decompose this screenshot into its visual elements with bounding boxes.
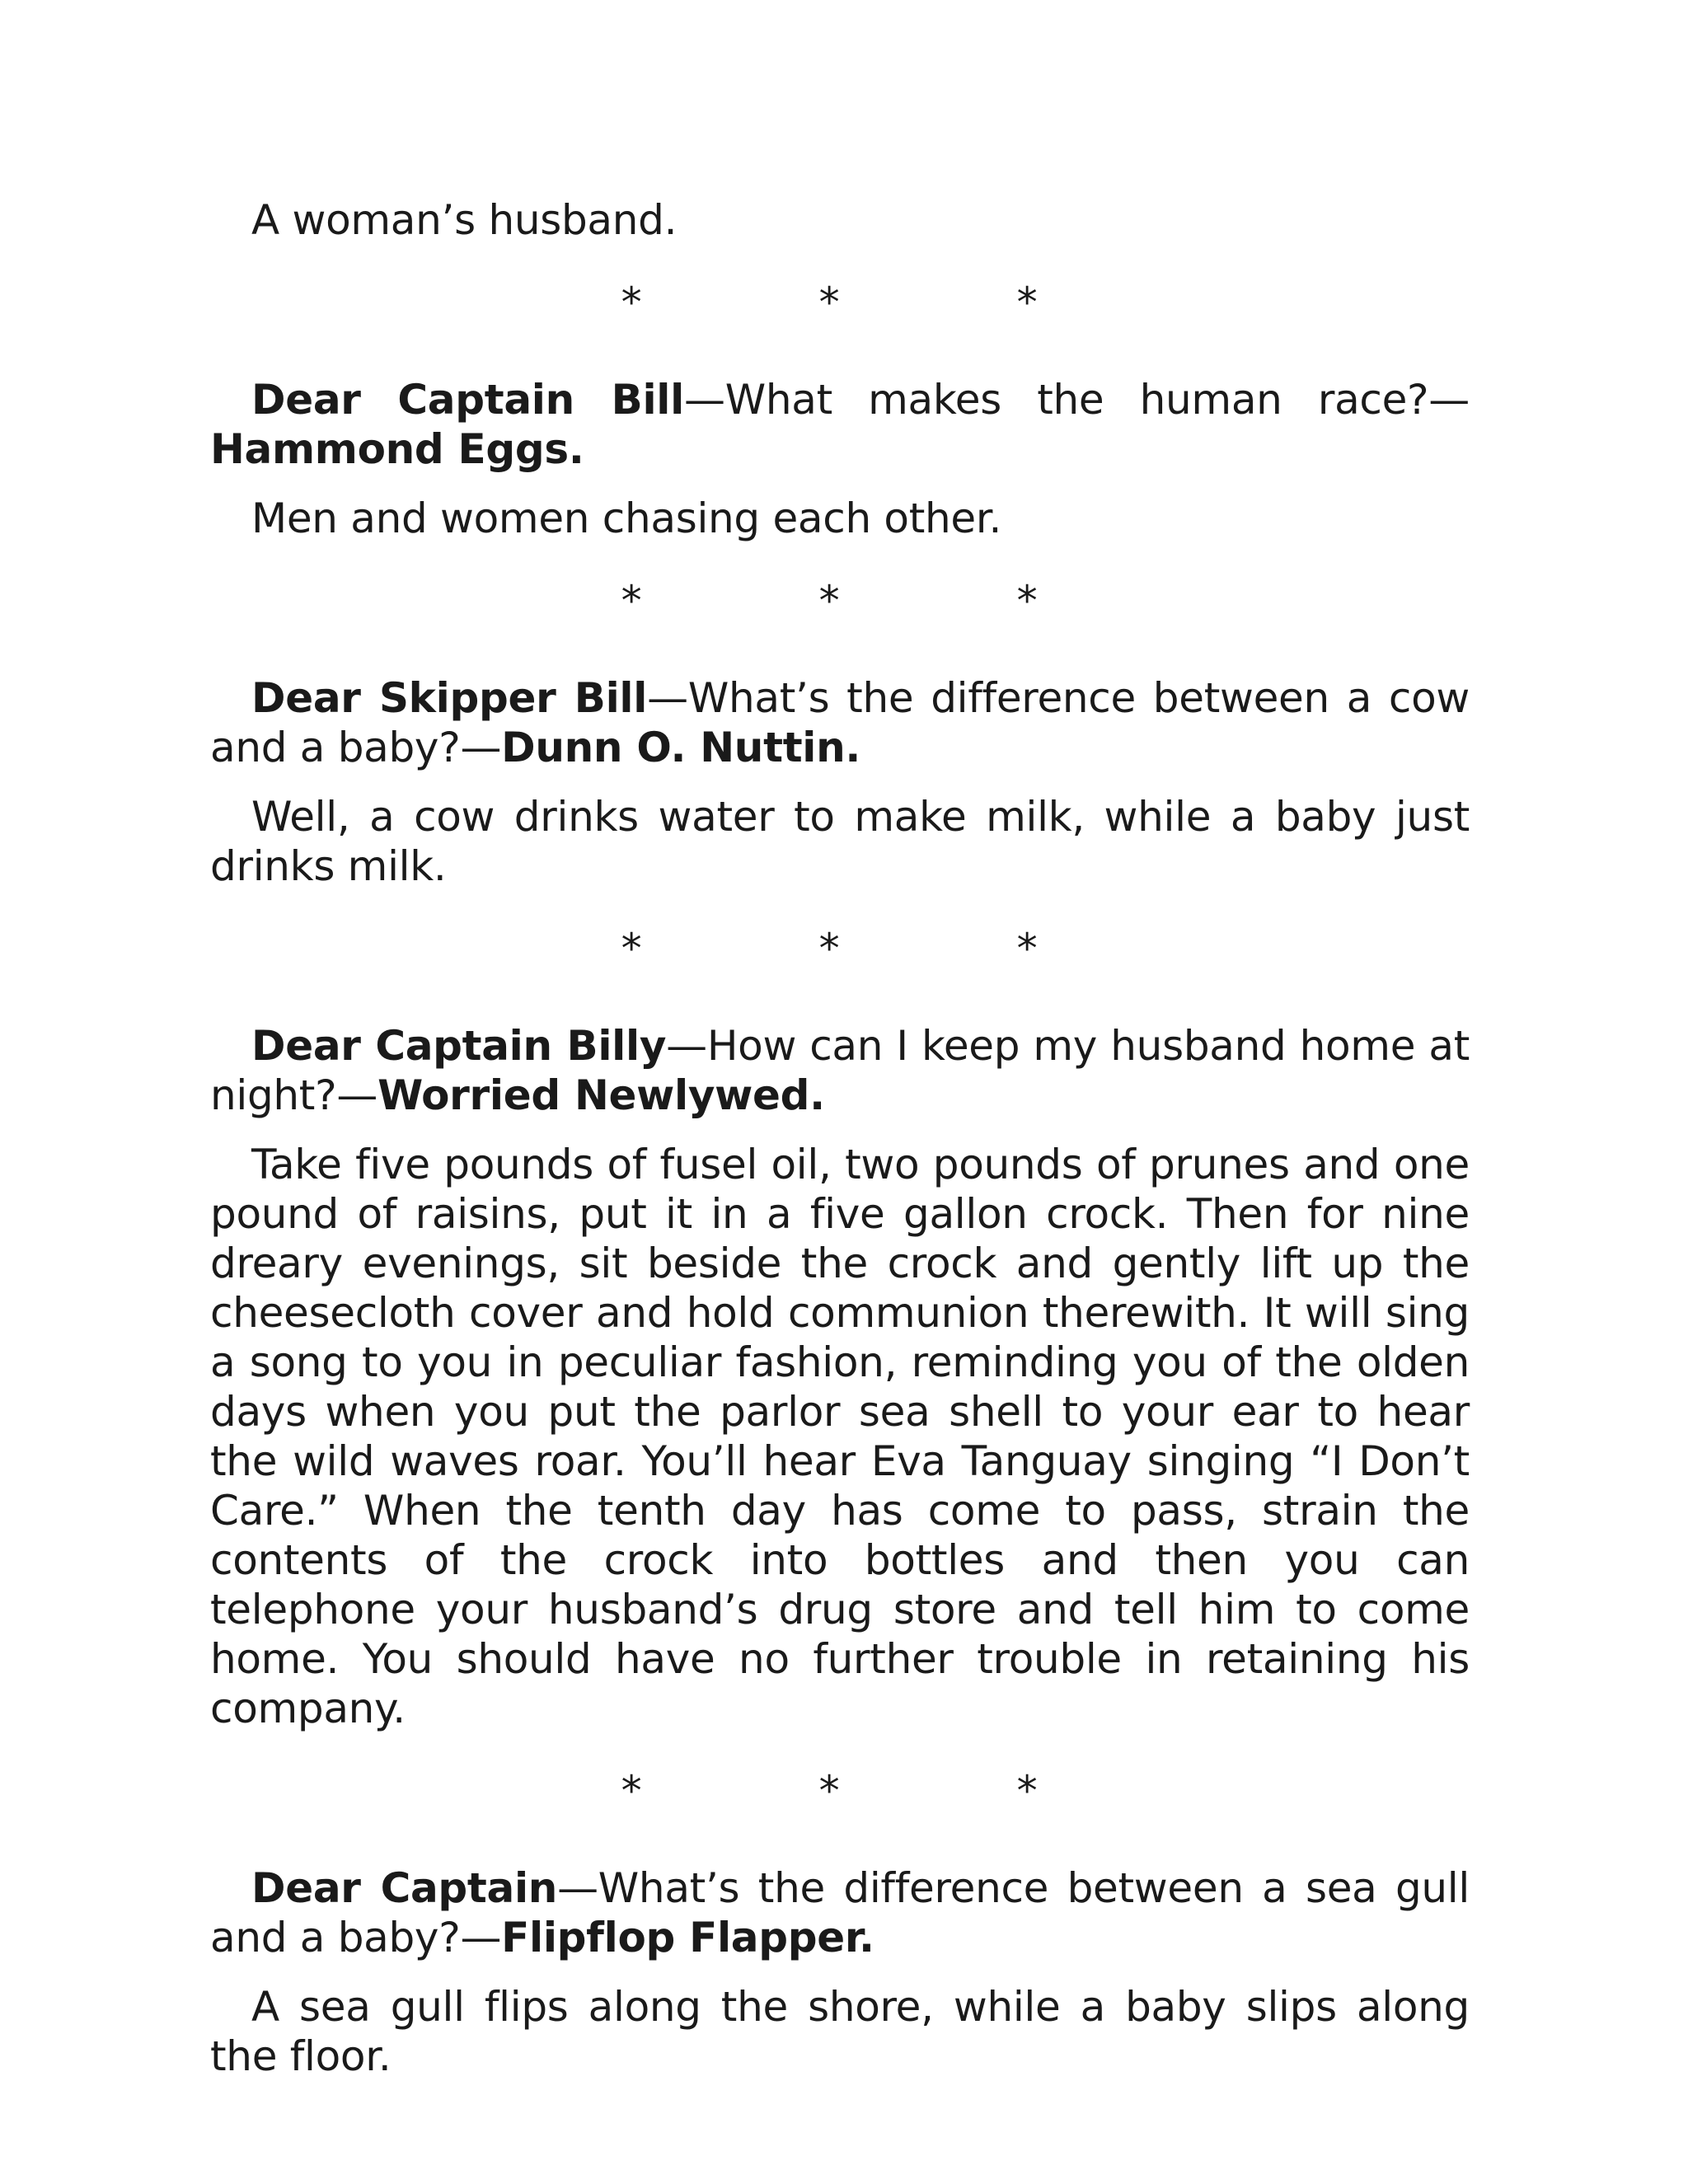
signature: Hammond Eggs. bbox=[210, 425, 584, 473]
salutation: Dear Captain Billy bbox=[251, 1022, 667, 1070]
document-page bbox=[210, 0, 1470, 2081]
question-paragraph bbox=[210, 1863, 1470, 1962]
asterisk: * bbox=[621, 1767, 642, 1815]
asterisk: * bbox=[1016, 577, 1038, 625]
question-text: —What makes the human race?— bbox=[684, 376, 1470, 424]
asterisk: * bbox=[818, 1767, 840, 1815]
section-separator bbox=[189, 924, 1470, 973]
asterisk: * bbox=[1016, 1767, 1038, 1815]
question-text: —How can I keep my husband home at night?— bbox=[210, 1022, 1470, 1119]
question-paragraph bbox=[210, 1021, 1470, 1120]
salutation: Dear Skipper Bill bbox=[251, 674, 648, 722]
answer-paragraph: Take five pounds of fusel oil, two pounds of prunes and one pound of raisins, put it in a five gallon crock. Then for nine dreary evenings, sit beside the crock and gently lift up the cheesecloth cover and hold communion therewith. It will sing a song to you in peculiar fashion, reminding you of the olden days when you put the parlor sea shell to your ear to hear the wild waves roar. You’ll hear Eva Tanguay singing “I Don’t Care.” When the tenth day has come to pass, strain the contents of the crock into bottles and then you can telephone your husband’s drug store and tell him to come home. You should have no further trouble in retaining his company. bbox=[210, 1141, 1470, 1732]
asterisk: * bbox=[818, 925, 840, 972]
asterisk: * bbox=[1016, 279, 1038, 326]
asterisk: * bbox=[621, 279, 642, 326]
salutation: Dear Captain Bill bbox=[251, 376, 684, 424]
signature: Worried Newlywed. bbox=[377, 1071, 825, 1119]
asterisk: * bbox=[818, 577, 840, 625]
asterisk: * bbox=[1016, 925, 1038, 972]
signature: Dunn O. Nuttin. bbox=[501, 724, 861, 771]
section-separator bbox=[189, 576, 1470, 626]
asterisk: * bbox=[818, 279, 840, 326]
section-separator bbox=[189, 278, 1470, 327]
section-separator bbox=[189, 1766, 1470, 1816]
signature: Flipflop Flapper. bbox=[501, 1914, 874, 1961]
salutation: Dear Captain bbox=[251, 1864, 558, 1912]
question-paragraph bbox=[210, 673, 1470, 772]
answer-paragraph: Well, a cow drinks water to make milk, while a baby just drinks milk. bbox=[210, 793, 1470, 890]
question-text: —What’s the difference between a sea gull and a baby?— bbox=[210, 1864, 1470, 1961]
question-paragraph bbox=[210, 375, 1470, 474]
question-text: —What’s the difference between a cow and a baby?— bbox=[210, 674, 1470, 771]
asterisk: * bbox=[621, 925, 642, 972]
answer-paragraph: Men and women chasing each other. bbox=[251, 494, 1002, 542]
asterisk: * bbox=[621, 577, 642, 625]
answer-paragraph: A sea gull flips along the shore, while a baby slips along the floor. bbox=[210, 1983, 1470, 2080]
answer-paragraph: A woman’s husband. bbox=[251, 196, 678, 244]
